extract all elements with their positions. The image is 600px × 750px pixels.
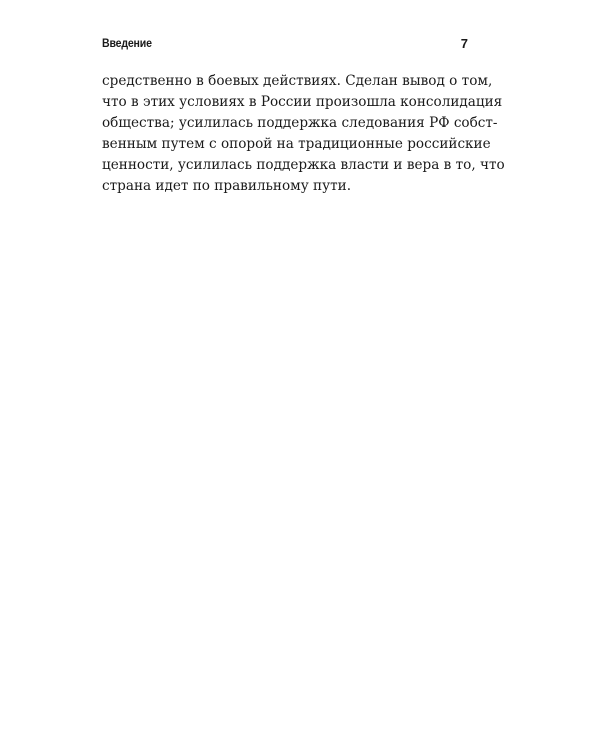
running-header bbox=[102, 36, 470, 56]
body-paragraph bbox=[102, 71, 505, 197]
page-number: 7 bbox=[460, 36, 468, 51]
text-line: общества; усилилась поддержка следования РФ собст- bbox=[102, 115, 498, 131]
text-line: средственно в боевых действиях. Сделан вывод о том, bbox=[102, 73, 493, 89]
text-line: страна идет по правильному пути. bbox=[102, 178, 352, 194]
text-line: ценности, усилилась поддержка власти и вера в то, что bbox=[102, 157, 505, 173]
text-line: что в этих условиях в России произошла консолидация bbox=[102, 94, 503, 110]
section-title: Введение bbox=[102, 36, 152, 50]
text-line: венным путем с опорой на традиционные российские bbox=[102, 136, 491, 152]
